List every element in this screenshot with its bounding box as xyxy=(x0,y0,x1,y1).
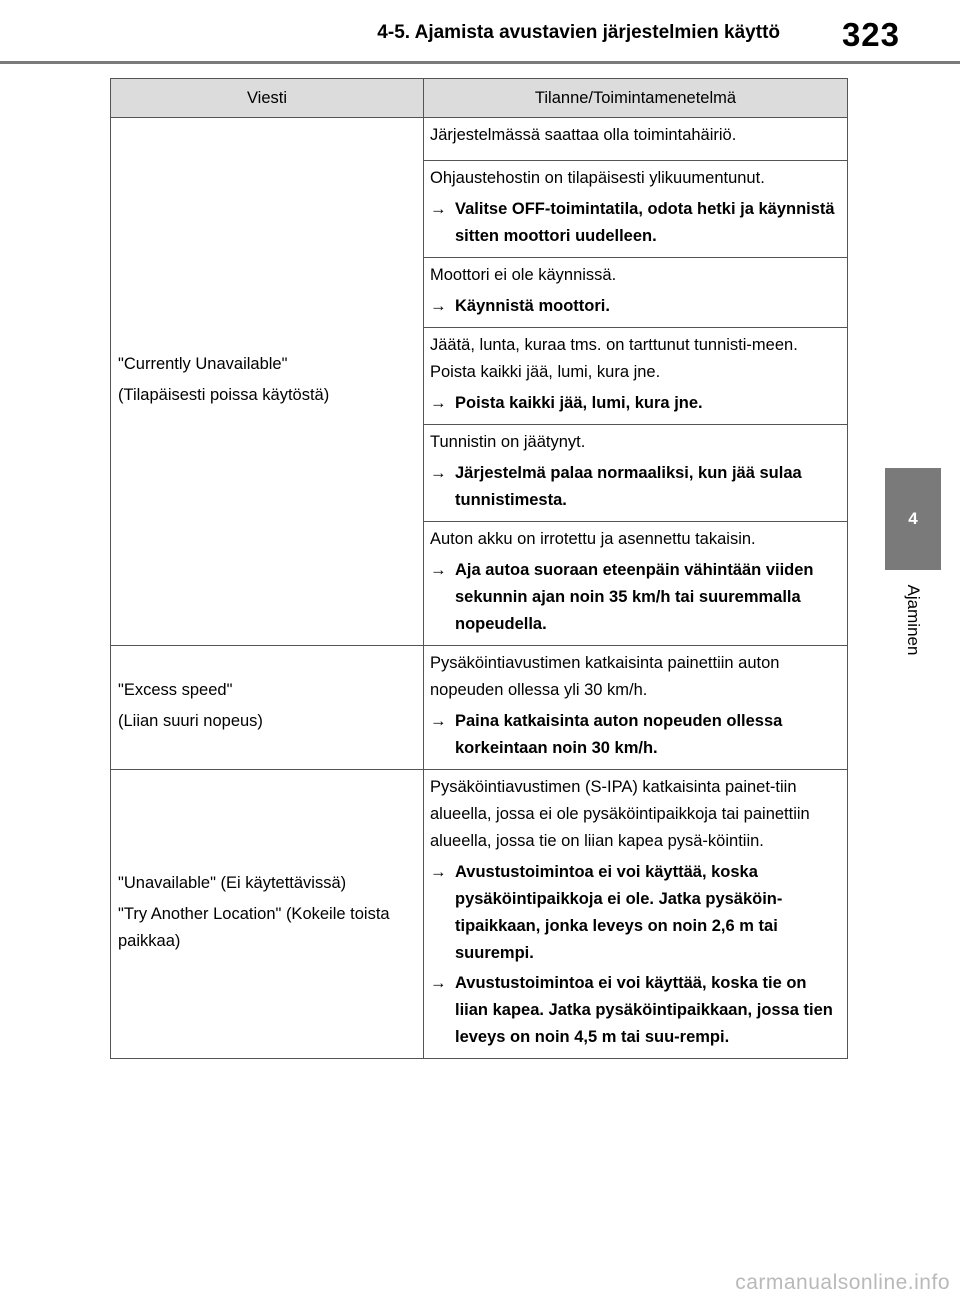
message-cell xyxy=(111,646,424,770)
message-cell xyxy=(111,118,424,646)
message-text: "Try Another Location" (Kokeile toista paikkaa) xyxy=(118,904,390,950)
action-text: Järjestelmä palaa normaaliksi, kun jää sulaa tunnistimesta. xyxy=(455,464,802,509)
message-text: "Currently Unavailable" xyxy=(118,354,288,373)
message-text: (Liian suuri nopeus) xyxy=(118,711,263,730)
table-header-row xyxy=(111,79,848,118)
chapter-number: 4 xyxy=(908,509,918,528)
table-body xyxy=(111,118,848,1059)
action-step xyxy=(430,460,841,514)
situation-cell xyxy=(424,770,848,1059)
arrow-right-icon: → xyxy=(430,863,447,881)
situation-cell xyxy=(424,522,848,646)
situation-description: Jäätä, lunta, kuraa tms. on tarttunut tunnisti-meen. Poista kaikki jää, lumi, kura jne. xyxy=(430,336,798,381)
message-text: "Excess speed" xyxy=(118,680,233,699)
arrow-right-icon: → xyxy=(430,464,447,482)
action-text: Valitse OFF-toimintatila, odota hetki ja käynnistä sitten moottori uudelleen. xyxy=(455,200,835,245)
situation-description: Ohjaustehostin on tilapäisesti ylikuumentunut. xyxy=(430,169,765,187)
situation-description: Järjestelmässä saattaa olla toimintahäiriö. xyxy=(430,126,737,144)
situation-description: Moottori ei ole käynnissä. xyxy=(430,266,617,284)
chapter-tab xyxy=(885,468,941,570)
situation-cell xyxy=(424,258,848,328)
arrow-right-icon: → xyxy=(430,394,447,412)
situation-cell xyxy=(424,425,848,522)
column-header-situation: Tilanne/Toimintamenetelmä xyxy=(424,79,848,118)
situation-cell xyxy=(424,328,848,425)
action-step xyxy=(430,293,841,320)
action-step xyxy=(430,196,841,250)
page-number: 323 xyxy=(841,16,900,53)
situation-description: Tunnistin on jäätynyt. xyxy=(430,433,586,451)
message-text: "Unavailable" (Ei käytettävissä) xyxy=(118,873,347,892)
arrow-right-icon: → xyxy=(430,561,447,579)
situation-cell xyxy=(424,161,848,258)
action-step xyxy=(430,708,841,762)
situation-description: Pysäköintiavustimen (S-IPA) katkaisinta painet-tiin alueella, jossa ei ole pysäköintipaikkoja tai painettiin alueella, jossa tie on liian kapea pysä-köintiin. xyxy=(430,778,810,850)
action-text: Paina katkaisinta auton nopeuden ollessa korkeintaan noin 30 km/h. xyxy=(455,712,783,757)
situation-description: Pysäköintiavustimen katkaisinta painettiin auton nopeuden ollessa yli 30 km/h. xyxy=(430,654,780,699)
action-text: Poista kaikki jää, lumi, kura jne. xyxy=(455,394,703,412)
table-row xyxy=(111,770,848,1059)
action-text: Avustustoimintoa ei voi käyttää, koska tie on liian kapea. Jatka pysäköintipaikkaan, jossa tien leveys on noin 4,5 m tai suu-rempi. xyxy=(455,974,833,1046)
section-title: 4-5. Ajamista avustavien järjestelmien käyttö xyxy=(377,22,780,43)
table-row xyxy=(111,118,848,161)
situation-cell xyxy=(424,118,848,161)
message-table xyxy=(110,78,848,1059)
action-text: Avustustoimintoa ei voi käyttää, koska pysäköintipaikkoja ei ole. Jatka pysäköin-tipaikkaan, jonka leveys on noin 2,6 m tai suurempi. xyxy=(455,863,783,962)
watermark: carmanualsonline.info xyxy=(735,1271,950,1294)
table-row xyxy=(111,646,848,770)
message-text: (Tilapäisesti poissa käytöstä) xyxy=(118,385,330,404)
situation-cell xyxy=(424,646,848,770)
action-step xyxy=(430,859,841,967)
arrow-right-icon: → xyxy=(430,297,447,315)
arrow-right-icon: → xyxy=(430,200,447,218)
header-divider xyxy=(0,61,960,64)
chapter-label-text: Ajaminen xyxy=(904,584,923,656)
action-step xyxy=(430,390,841,417)
situation-description: Auton akku on irrotettu ja asennettu takaisin. xyxy=(430,530,756,548)
arrow-right-icon: → xyxy=(430,974,447,992)
message-cell xyxy=(111,770,424,1059)
arrow-right-icon: → xyxy=(430,712,447,730)
action-text: Käynnistä moottori. xyxy=(455,297,610,315)
action-step xyxy=(430,970,841,1051)
action-step xyxy=(430,557,841,638)
column-header-message: Viesti xyxy=(111,79,424,118)
action-text: Aja autoa suoraan eteenpäin vähintään viiden sekunnin ajan noin 35 km/h tai suuremmalla nopeudella. xyxy=(455,561,814,633)
